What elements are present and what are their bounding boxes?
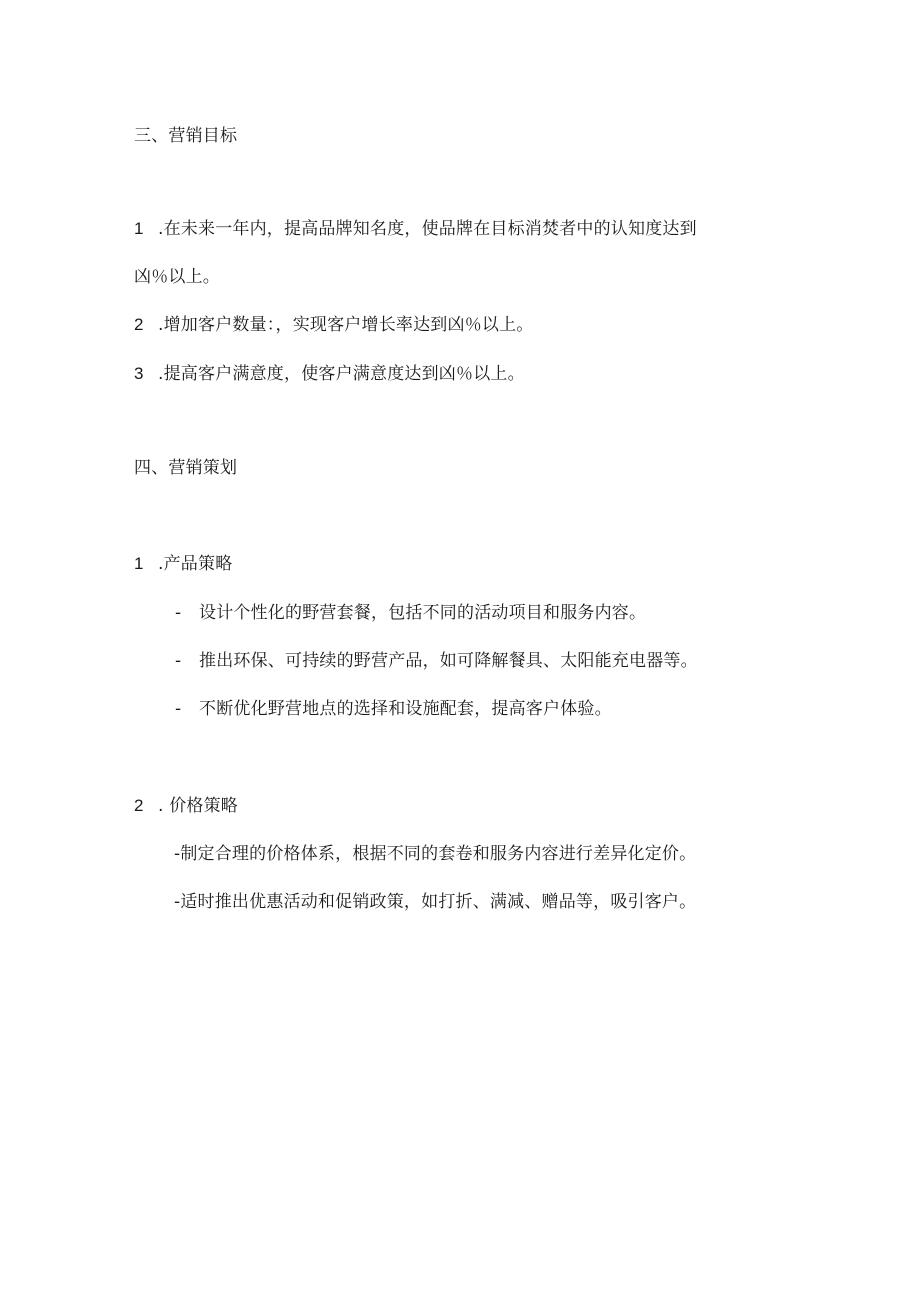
section-heading-marketing-goals: 三、营销目标 bbox=[134, 126, 238, 146]
list-number: 1 bbox=[134, 554, 144, 573]
bullet-text: 不断优化野营地点的选择和设施配套，提高客户体验。 bbox=[199, 699, 612, 719]
list-text: .提高客户满意度，使客户满意度达到凶％以上。 bbox=[158, 364, 525, 384]
goal-item-3 bbox=[134, 362, 525, 386]
product-bullet-3 bbox=[175, 697, 612, 721]
bullet-text: 推出环保、可持续的野营产品，如可降解餐具、太阳能充电器等。 bbox=[199, 651, 698, 671]
bullet-marker: - bbox=[175, 699, 182, 719]
price-bullet-1: -制定合理的价格体系，根据不同的套卷和服务内容进行差异化定价。 bbox=[174, 844, 697, 864]
bullet-marker: - bbox=[175, 651, 182, 671]
goal-item-2 bbox=[134, 313, 534, 337]
list-number: 2 bbox=[134, 315, 144, 334]
list-text: .增加客户数量：，实现客户增长率达到凶％以上。 bbox=[158, 315, 534, 335]
list-number: 3 bbox=[134, 364, 144, 383]
list-number: 1 bbox=[134, 219, 144, 238]
list-number: 2 bbox=[134, 796, 144, 815]
bullet-text: 设计个性化的野营套餐，包括不同的活动项目和服务内容。 bbox=[199, 603, 647, 623]
price-bullet-2: -适时推出优惠活动和促销政策，如打折、满减、赠品等，吸引客户。 bbox=[174, 892, 697, 912]
subsection-price-strategy bbox=[134, 794, 238, 818]
subsection-product-strategy bbox=[134, 552, 232, 576]
subsection-title: . 价格策略 bbox=[158, 796, 239, 816]
section-heading-marketing-plan: 四、营销策划 bbox=[134, 458, 238, 478]
product-bullet-1 bbox=[175, 601, 646, 625]
list-text: .在未来一年内，提高品牌知名度，使品牌在目标消焚者中的认知度达到 bbox=[158, 219, 697, 239]
goal-item-1-continuation: 凶％以上。 bbox=[134, 267, 220, 287]
subsection-title: .产品策略 bbox=[158, 554, 233, 574]
goal-item-1 bbox=[134, 217, 697, 241]
bullet-marker: - bbox=[175, 603, 182, 623]
product-bullet-2 bbox=[175, 649, 698, 673]
